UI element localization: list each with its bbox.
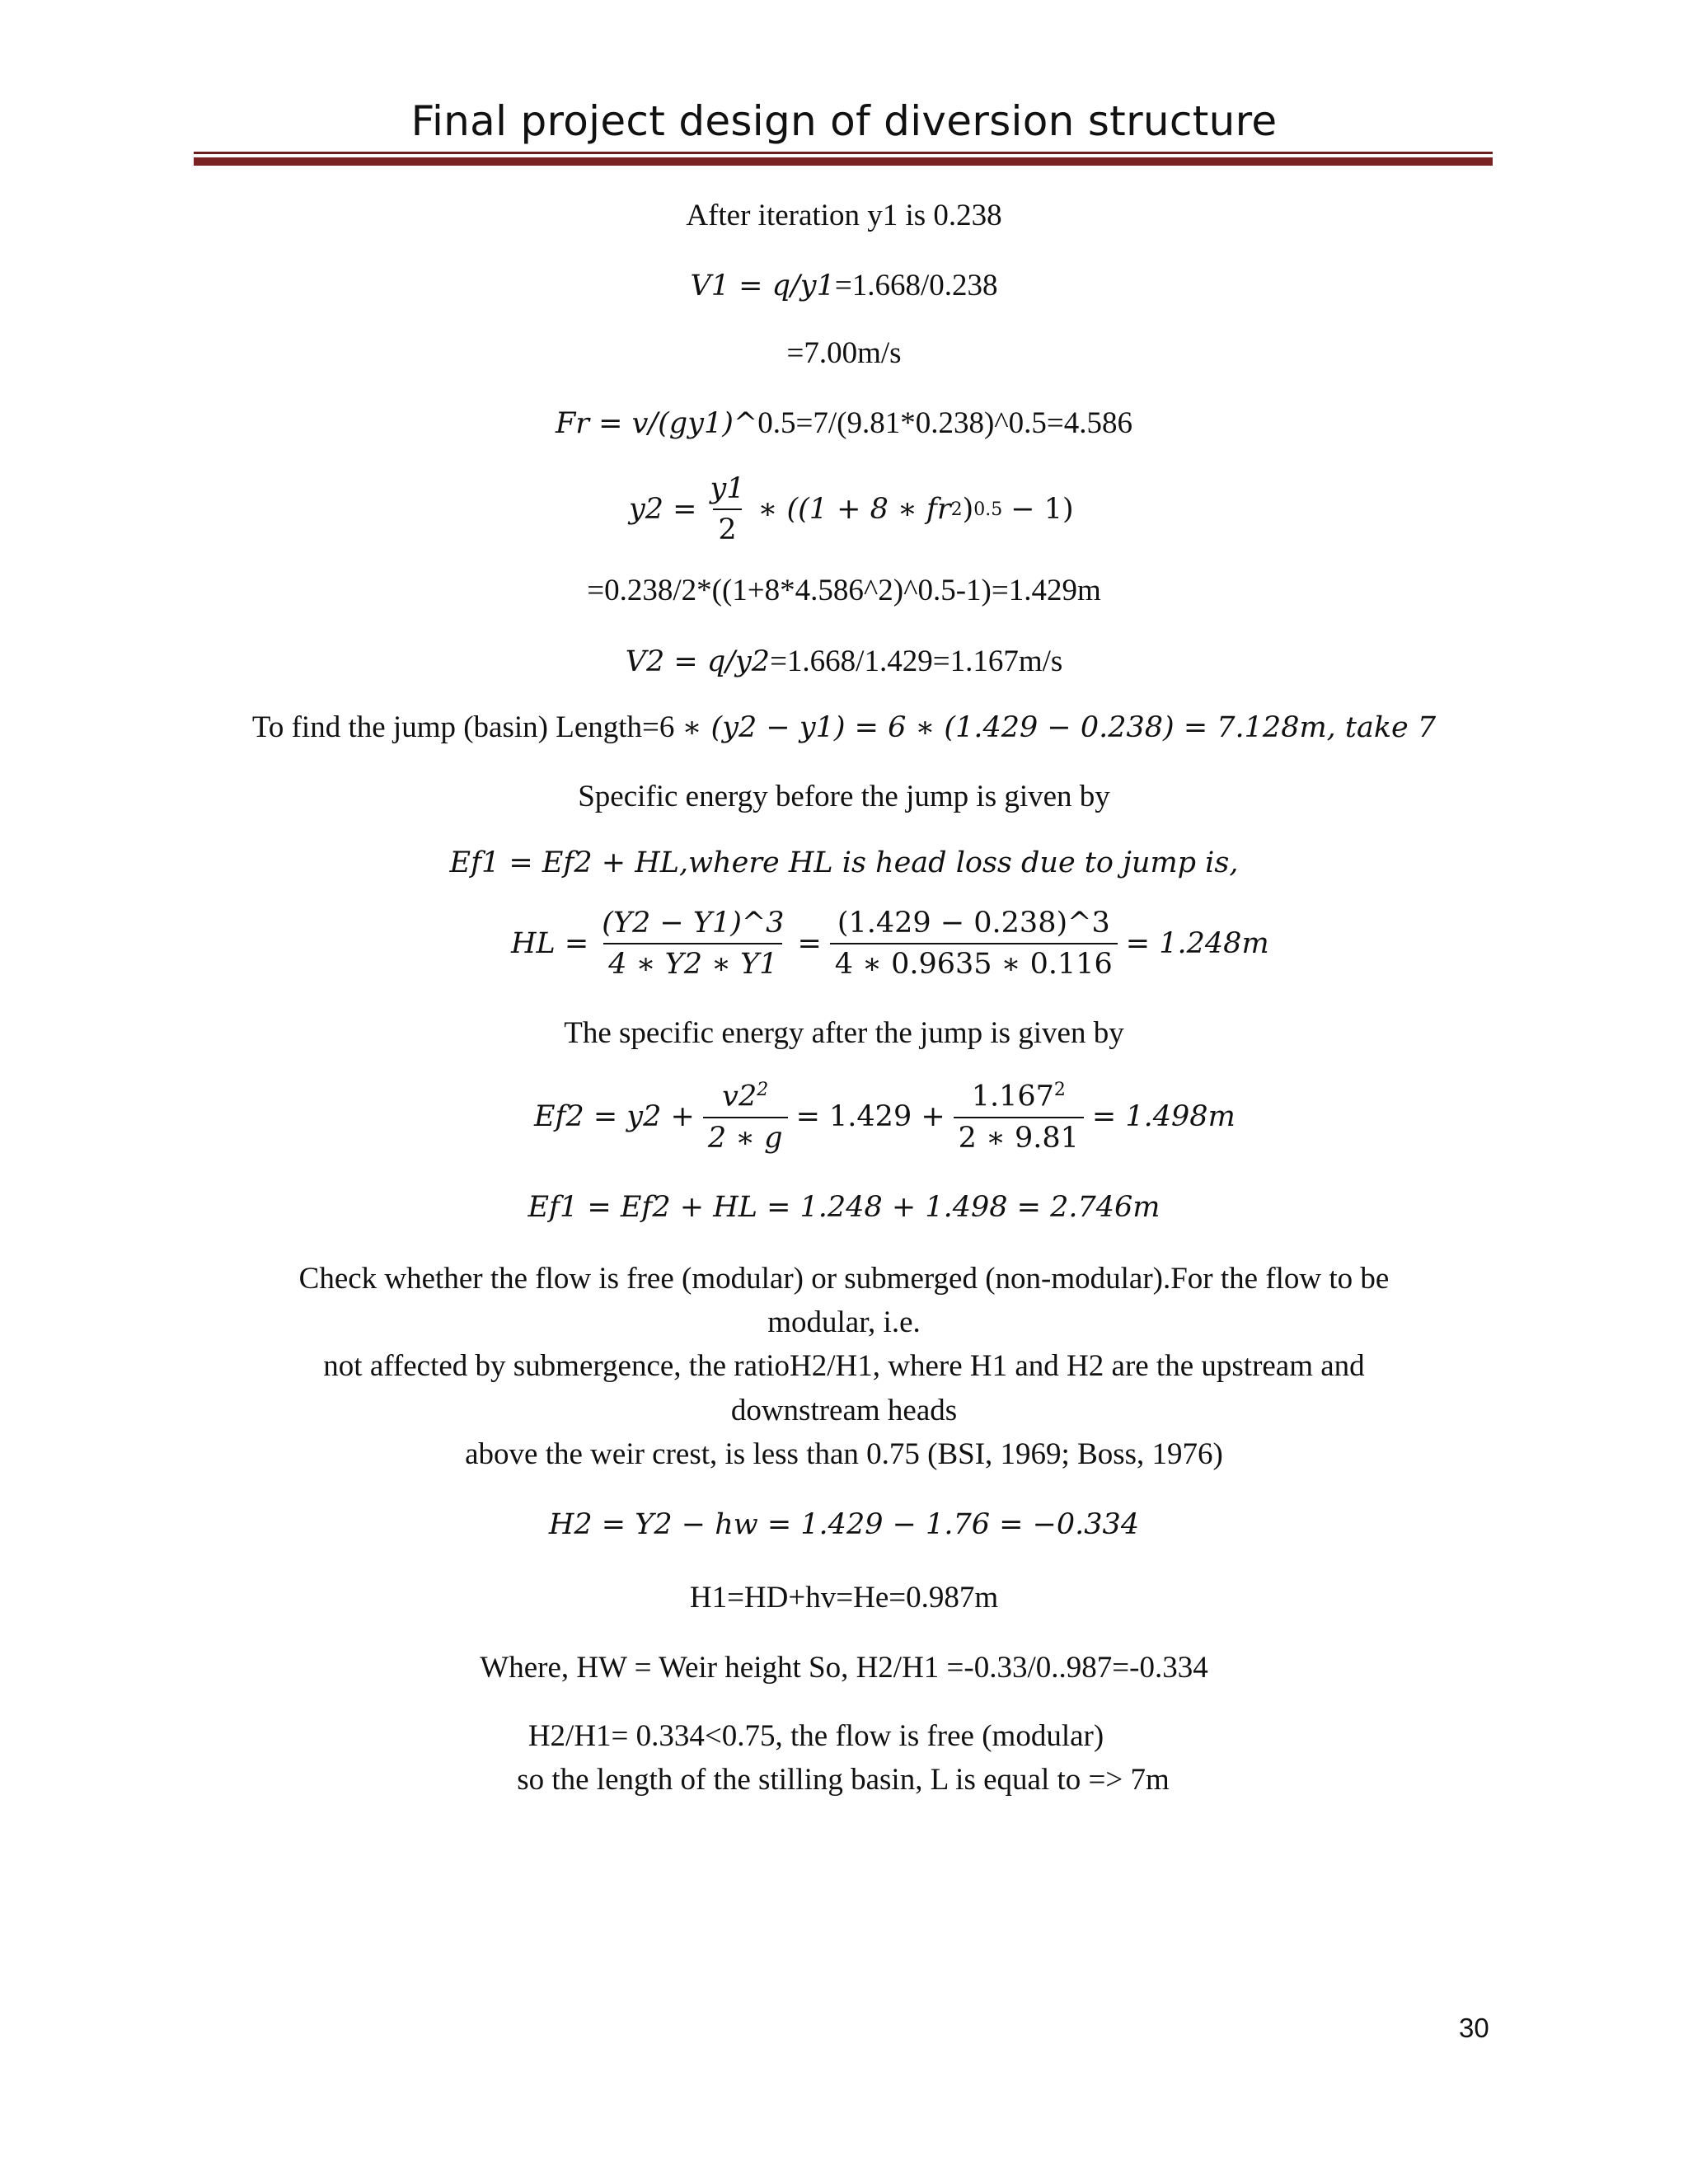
- ef2-rhs: = 1.498m: [1091, 1100, 1236, 1134]
- header-rule-thin: [194, 152, 1493, 154]
- y2-rest-a: ∗ ((1 + 8 ∗ fr: [757, 493, 951, 526]
- ef1-result-equation: Ef1 = Ef2 + HL = 1.248 + 1.498 = 2.746m: [528, 1191, 1160, 1224]
- h2-equation: H2 = Y2 − hw = 1.429 − 1.76 = −0.334: [548, 1508, 1140, 1541]
- y2-fraction-den: 2: [713, 509, 741, 546]
- v1-values: =1.668/0.238: [834, 269, 998, 302]
- ef2-lhs: Ef2 = y2 +: [534, 1100, 695, 1134]
- check-paragraph-line-4: downstream heads: [730, 1394, 958, 1427]
- froude-equation: [0, 405, 1688, 441]
- hl-den-symbolic: 4 ∗ Y2 ∗ Y1: [603, 943, 782, 981]
- v1-equation: [0, 268, 1688, 303]
- jump-length-text: To find the jump (basin) Length=6: [251, 710, 682, 744]
- check-paragraph-line-2: modular, i.e.: [767, 1305, 921, 1339]
- hl-num-symbolic: (Y2 − Y1)^3: [602, 907, 785, 940]
- ef2-num-symbolic: [717, 1080, 773, 1117]
- v1-result: =7.00m/s: [786, 336, 902, 370]
- ef2-mid: = 1.429 +: [795, 1100, 945, 1134]
- ef2-equation: [534, 1080, 1236, 1155]
- hl-num-numeric: (1.429 − 0.238)^3: [837, 907, 1110, 940]
- page-header-title: Final project design of diversion structure: [410, 97, 1278, 145]
- jump-length-math: ∗ (y2 − y1) = 6 ∗ (1.429 − 0.238) = 7.128m, take 7: [682, 711, 1437, 744]
- froude-math: Fr = v/(gy1)^: [555, 407, 758, 440]
- ef2-num-numeric: [967, 1080, 1071, 1117]
- y2-sup-a: 2: [950, 499, 963, 520]
- h1-line: H1=HD+hv=He=0.987m: [689, 1581, 999, 1615]
- ef2-fraction-numeric: [954, 1080, 1084, 1155]
- ef2-den-numeric: 2 ∗ 9.81: [954, 1117, 1084, 1155]
- hl-fraction-numeric: [830, 907, 1118, 981]
- header-rule-thick: [194, 157, 1493, 166]
- y2-sup-b: 0.5: [973, 499, 1003, 520]
- check-paragraph-line-1: Check whether the flow is free (modular) or submerged (non-modular).For the flow to be: [298, 1262, 1390, 1296]
- hl-lhs: HL =: [511, 927, 589, 960]
- jump-length-line: [0, 710, 1688, 745]
- page-number: 30: [1459, 2013, 1489, 2043]
- y2-calculation: =0.238/2*((1+8*4.586^2)^0.5-1)=1.429m: [587, 574, 1101, 607]
- ef2-den-symbolic: 2 ∗ g: [703, 1117, 788, 1155]
- flow-free-line: H2/H1= 0.334<0.75, the flow is free (modular): [528, 1719, 1104, 1753]
- v1-math: V1 = q/y1: [690, 269, 835, 302]
- energy-before-text: Specific energy before the jump is given by: [578, 780, 1110, 813]
- ef2-num-numeric-base: 1.167: [971, 1080, 1054, 1113]
- check-paragraph-line-3: not affected by submergence, the ratioH2/H1, where H1 and H2 are the upstream and: [323, 1349, 1365, 1383]
- y2-fraction: [706, 472, 750, 546]
- iteration-line: After iteration y1 is 0.238: [686, 199, 1002, 232]
- weir-height-line: Where, HW = Weir height So, H2/H1 =-0.33/0..987=-0.334: [480, 1651, 1208, 1685]
- hl-rhs: = 1.248m: [1125, 927, 1269, 960]
- y2-fraction-num: y1: [710, 472, 745, 505]
- energy-after-text: The specific energy after the jump is given by: [564, 1016, 1124, 1050]
- energy-balance-equation: Ef1 = Ef2 + HL,where HL is head loss due to jump is,: [449, 846, 1239, 879]
- ef2-num-symbolic-sup: 2: [757, 1080, 769, 1100]
- y2-rest-b: ): [962, 493, 974, 526]
- hl-den-numeric: 4 ∗ 0.9635 ∗ 0.116: [830, 943, 1118, 981]
- froude-values: 0.5=7/(9.81*0.238)^0.5=4.586: [757, 406, 1133, 440]
- v2-math: V2 = q/y2: [625, 645, 771, 678]
- ef2-fraction-symbolic: [703, 1080, 788, 1155]
- ef2-num-numeric-sup: 2: [1053, 1080, 1066, 1100]
- head-loss-equation: [511, 907, 1269, 981]
- hl-equals: =: [797, 927, 822, 960]
- basin-length-line: so the length of the stilling basin, L is equal to => 7m: [517, 1763, 1170, 1797]
- hl-fraction-symbolic: [597, 907, 789, 981]
- v2-values: =1.668/1.429=1.167m/s: [770, 644, 1063, 678]
- y2-lhs: y2 =: [629, 493, 697, 526]
- check-paragraph-line-5: above the weir crest, is less than 0.75 (BSI, 1969; Boss, 1976): [465, 1437, 1223, 1471]
- y2-rest-c: − 1): [1010, 493, 1074, 526]
- v2-equation: [0, 644, 1688, 679]
- ef2-num-symbolic-base: v2: [722, 1080, 757, 1113]
- y2-equation: [629, 472, 1074, 546]
